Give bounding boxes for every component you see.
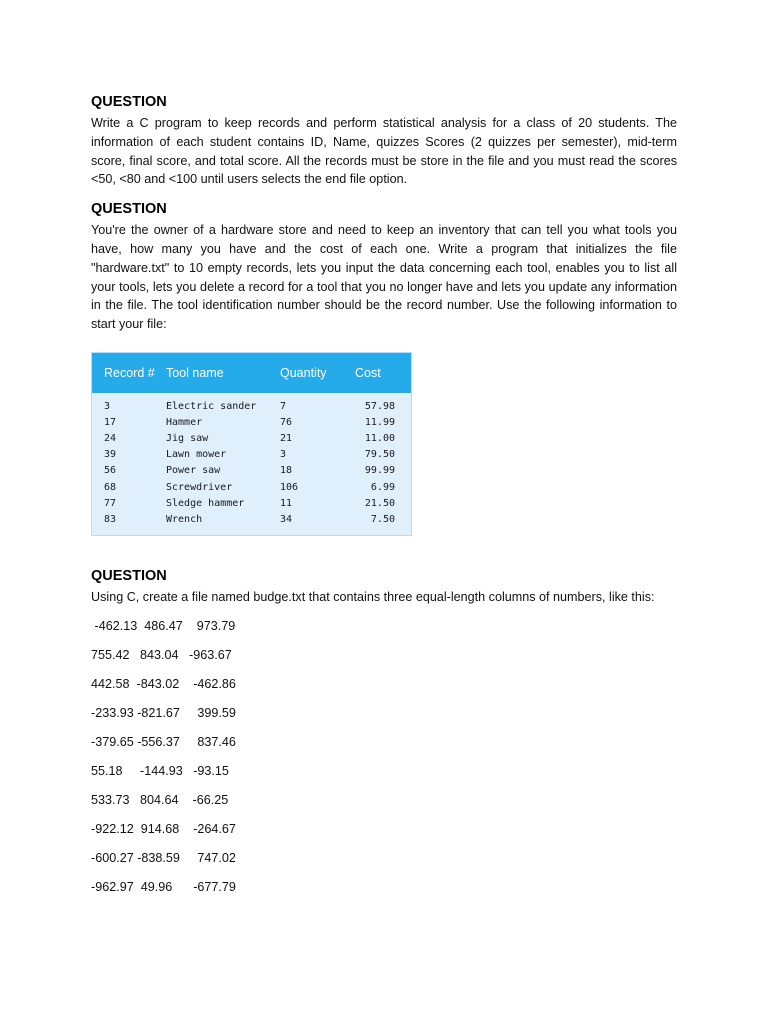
- header-quantity: Quantity: [280, 365, 327, 380]
- cell-quantity: 7: [280, 400, 287, 412]
- cell-record: 77: [104, 497, 117, 509]
- budget-line-text: 533.73 804.64 -66.25: [91, 792, 229, 807]
- budget-line-text: 442.58 -843.02 -462.86: [91, 676, 236, 691]
- cell-cost: 57.98: [364, 400, 395, 412]
- cell-quantity: 3: [280, 449, 287, 461]
- cell-cost: 6.99: [370, 481, 395, 493]
- inventory-table-header: [92, 353, 411, 393]
- inventory-table: [91, 352, 412, 537]
- cell-cost: 7.50: [370, 513, 395, 525]
- budget-line: [91, 640, 677, 669]
- cell-quantity: 106: [280, 481, 299, 493]
- cell-cost: 11.00: [364, 432, 395, 444]
- budget-line: [91, 727, 677, 756]
- cell-quantity: 21: [280, 432, 293, 444]
- budget-line-text: -379.65 -556.37 837.46: [91, 734, 236, 749]
- budget-line: [91, 698, 677, 727]
- budget-line: [91, 843, 677, 872]
- budget-line: [91, 669, 677, 698]
- cell-cost: 11.99: [364, 416, 395, 428]
- cell-quantity: 11: [280, 497, 293, 509]
- budget-line-text: -922.12 914.68 -264.67: [91, 821, 236, 836]
- cell-tool-name: Jig saw: [166, 432, 209, 444]
- table-row: [92, 447, 411, 463]
- table-row: [92, 511, 411, 527]
- table-row: [92, 479, 411, 495]
- budget-line-text: -462.13 486.47 973.79: [91, 618, 236, 633]
- cell-cost: 79.50: [364, 449, 395, 461]
- budget-columns: [91, 611, 677, 901]
- cell-cost: 21.50: [364, 497, 395, 509]
- question-2-heading: QUESTION: [91, 201, 167, 218]
- question-3-text: Using C, create a file named budge.txt that contains three equal-length columns of numbers, like this:: [91, 590, 655, 605]
- table-row: [92, 463, 411, 479]
- cell-record: 3: [104, 400, 111, 412]
- inventory-table-body: [92, 393, 411, 528]
- cell-record: 68: [104, 481, 117, 493]
- table-row: [92, 430, 411, 446]
- cell-tool-name: Power saw: [166, 465, 221, 477]
- budget-line: [91, 756, 677, 785]
- budget-line-text: 55.18 -144.93 -93.15: [91, 763, 229, 778]
- cell-record: 39: [104, 449, 117, 461]
- table-row: [92, 414, 411, 430]
- budget-line: [91, 785, 677, 814]
- cell-tool-name: Electric sander: [166, 400, 257, 412]
- spacer: [91, 536, 677, 566]
- question-2-text: You're the owner of a hardware store and need to keep an inventory that can tell you what tools you have, how many you have and the cost of each one. Write a program that initializes the file "hardware.txt" to 10 empty records, lets you input the data concerning each tool, enables you to list all your tools, lets you delete a record for a tool that you no longer have and lets you update any information in the file. The tool identification number should be the record number. Use the following information to start your file:: [91, 223, 677, 332]
- cell-tool-name: Hammer: [166, 416, 203, 428]
- budget-line-text: -600.27 -838.59 747.02: [91, 850, 236, 865]
- cell-quantity: 76: [280, 416, 293, 428]
- document-page: [91, 92, 677, 901]
- cell-cost: 99.99: [364, 465, 395, 477]
- cell-record: 24: [104, 432, 117, 444]
- cell-tool-name: Sledge hammer: [166, 497, 245, 509]
- budget-line: [91, 611, 677, 640]
- cell-tool-name: Lawn mower: [166, 449, 227, 461]
- question-3-heading: QUESTION: [91, 568, 167, 585]
- table-row: [92, 495, 411, 511]
- table-row: [92, 398, 411, 414]
- cell-record: 17: [104, 416, 117, 428]
- budget-line-text: -233.93 -821.67 399.59: [91, 705, 236, 720]
- cell-record: 56: [104, 465, 117, 477]
- budget-line: [91, 872, 677, 901]
- header-record: Record #: [104, 365, 155, 380]
- cell-tool-name: Screwdriver: [166, 481, 233, 493]
- header-tool-name: Tool name: [166, 365, 224, 380]
- question-1-heading: QUESTION: [91, 94, 167, 110]
- header-cost: Cost: [355, 365, 381, 380]
- cell-tool-name: Wrench: [166, 513, 203, 525]
- budget-line: [91, 814, 677, 843]
- question-1-text: Write a C program to keep records and perform statistical analysis for a class of 20 students. The information of each student contains ID, Name, quizzes Scores (2 quizzes per semester), mid-term score, final score, and total score. All the records must be store in the file and you must read the scores <50, <80 and <100 until users selects the end file option.: [91, 116, 677, 187]
- budget-line-text: -962.97 49.96 -677.79: [91, 879, 236, 894]
- cell-record: 83: [104, 513, 117, 525]
- cell-quantity: 18: [280, 465, 293, 477]
- budget-line-text: 755.42 843.04 -963.67: [91, 647, 232, 662]
- cell-quantity: 34: [280, 513, 293, 525]
